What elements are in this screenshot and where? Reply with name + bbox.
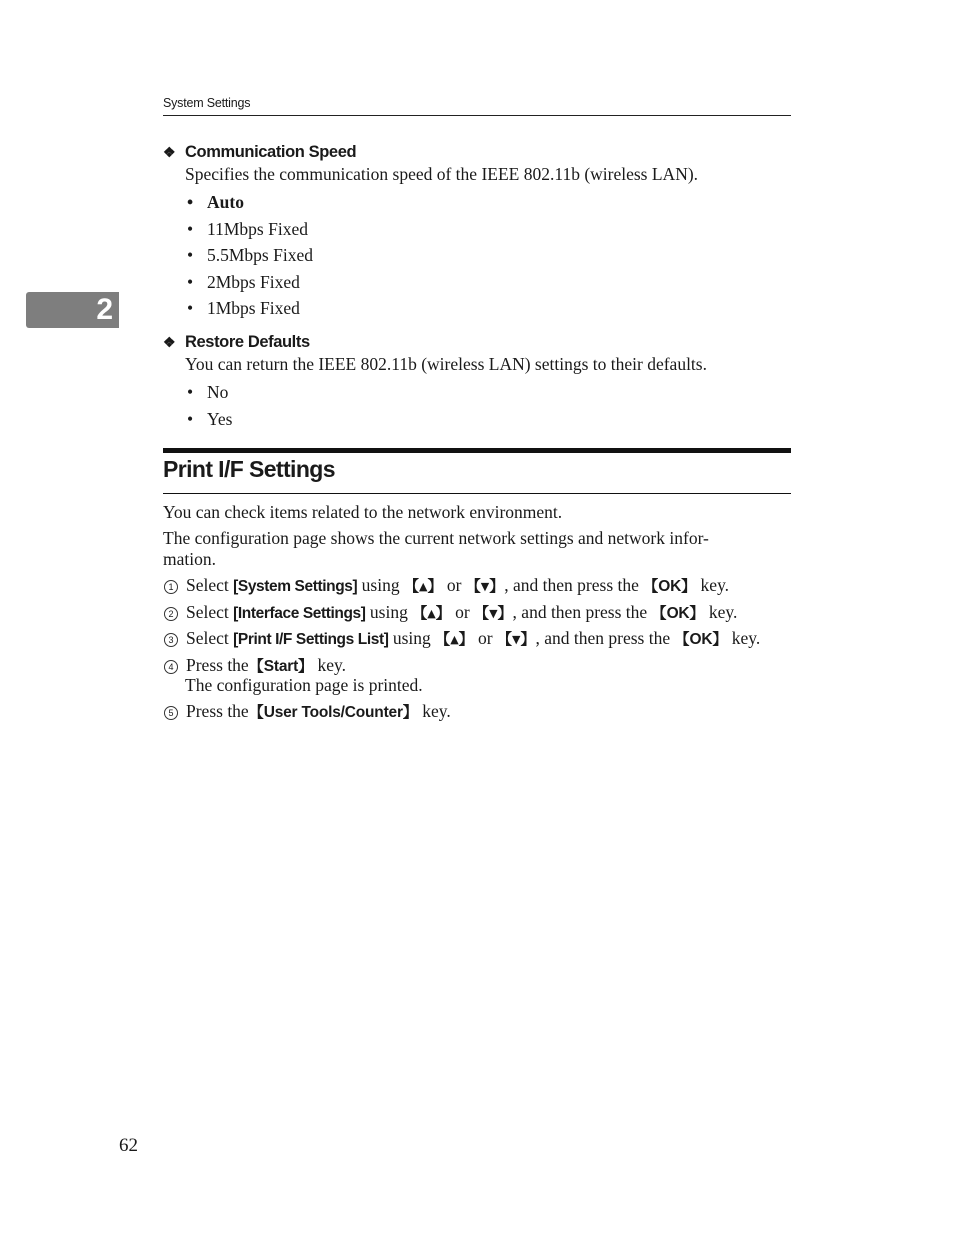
step-text: or [478, 628, 493, 648]
step-text: , and then press the [504, 575, 639, 595]
restore-defaults-title [163, 333, 793, 352]
step-text: Press the [186, 655, 249, 675]
step-3 [163, 628, 803, 650]
menu-item-label: [Print I/F Settings List] [233, 631, 389, 648]
ok-key: 【OK】 [674, 630, 728, 648]
menu-item-label: [System Settings] [233, 578, 358, 595]
header-rule [163, 115, 791, 116]
step-text: , and then press the [512, 602, 648, 622]
step-text: or [446, 575, 462, 595]
intro-paragraph-2-line-2: mation. [163, 549, 216, 569]
step-number-icon: 1 [164, 580, 178, 594]
communication-speed-title [163, 143, 793, 162]
step-text: key. [700, 575, 730, 595]
step-text: using [392, 628, 431, 648]
step-text: key. [708, 602, 738, 622]
option-item: • No [185, 379, 793, 406]
intro-paragraph-2-line-1: The configuration page shows the current network settings and network infor- [163, 528, 709, 548]
option-item: • 1Mbps Fixed [185, 295, 793, 322]
restore-defaults-description: You can return the IEEE 802.11b (wireless LAN) settings to their defaults. [185, 354, 707, 374]
step-text: key. [422, 701, 451, 721]
step-4-note: The configuration page is printed. [185, 675, 423, 695]
step-text: or [455, 602, 470, 622]
down-arrow-icon: ▼ [480, 580, 490, 593]
down-arrow-key: 【▼】 [497, 630, 536, 648]
up-arrow-key: 【▲】 [403, 577, 443, 595]
intro-paragraph-2 [163, 528, 793, 570]
down-arrow-key: 【▼】 [474, 604, 513, 622]
step-number-icon: 4 [164, 660, 178, 674]
option-item: • 5.5Mbps Fixed [185, 242, 793, 269]
step-text: , and then press the [535, 628, 671, 648]
down-arrow-key: 【▼】 [465, 577, 505, 595]
option-item: • 2Mbps Fixed [185, 269, 793, 296]
user-tools-counter-key: 【User Tools/Counter】 [248, 703, 418, 721]
step-text: Select [186, 602, 229, 622]
step-5 [163, 701, 803, 723]
intro-paragraph-1: You can check items related to the network environment. [163, 502, 563, 522]
section-rule-bottom [163, 493, 791, 494]
down-arrow-icon: ▼ [489, 607, 498, 620]
restore-defaults-options [163, 379, 793, 432]
step-text: Select [186, 575, 229, 595]
up-arrow-icon: ▲ [450, 633, 459, 646]
step-text: using [369, 602, 408, 622]
step-number-icon: 2 [164, 607, 178, 621]
step-text: key. [731, 628, 761, 648]
menu-item-label: [Interface Settings] [233, 605, 366, 622]
communication-speed-description: Specifies the communication speed of the IEEE 802.11b (wireless LAN). [185, 164, 699, 184]
step-text: key. [317, 655, 346, 675]
step-4 [163, 655, 803, 677]
down-arrow-icon: ▼ [512, 633, 521, 646]
ok-key: 【OK】 [643, 577, 697, 595]
up-arrow-icon: ▲ [427, 607, 436, 620]
diamond-bullet-icon: ❖ [163, 334, 176, 350]
up-arrow-icon: ▲ [418, 580, 428, 593]
section-rule-top [163, 448, 791, 453]
chapter-tab: 2 [26, 292, 119, 328]
step-text: using [361, 575, 400, 595]
restore-defaults-title-text: Restore Defaults [185, 333, 310, 351]
step-text: Press the [186, 701, 249, 721]
communication-speed-options [163, 189, 793, 322]
ok-key: 【OK】 [651, 604, 705, 622]
running-head: System Settings [163, 96, 251, 110]
start-key: 【Start】 [248, 657, 314, 675]
up-arrow-key: 【▲】 [435, 630, 474, 648]
up-arrow-key: 【▲】 [412, 604, 451, 622]
page-number: 62 [119, 1135, 138, 1156]
section-title: Print I/F Settings [163, 456, 335, 482]
step-number-icon: 3 [164, 633, 178, 647]
restore-defaults-block [163, 333, 793, 432]
option-item: • Auto [185, 189, 793, 216]
step-number-icon: 5 [164, 706, 178, 720]
option-item: • Yes [185, 406, 793, 433]
step-1 [163, 575, 803, 597]
diamond-bullet-icon: ❖ [163, 144, 176, 160]
communication-speed-block [163, 143, 793, 322]
step-text: Select [186, 628, 229, 648]
step-2 [163, 602, 803, 624]
option-item: • 11Mbps Fixed [185, 216, 793, 243]
communication-speed-title-text: Communication Speed [185, 143, 357, 161]
